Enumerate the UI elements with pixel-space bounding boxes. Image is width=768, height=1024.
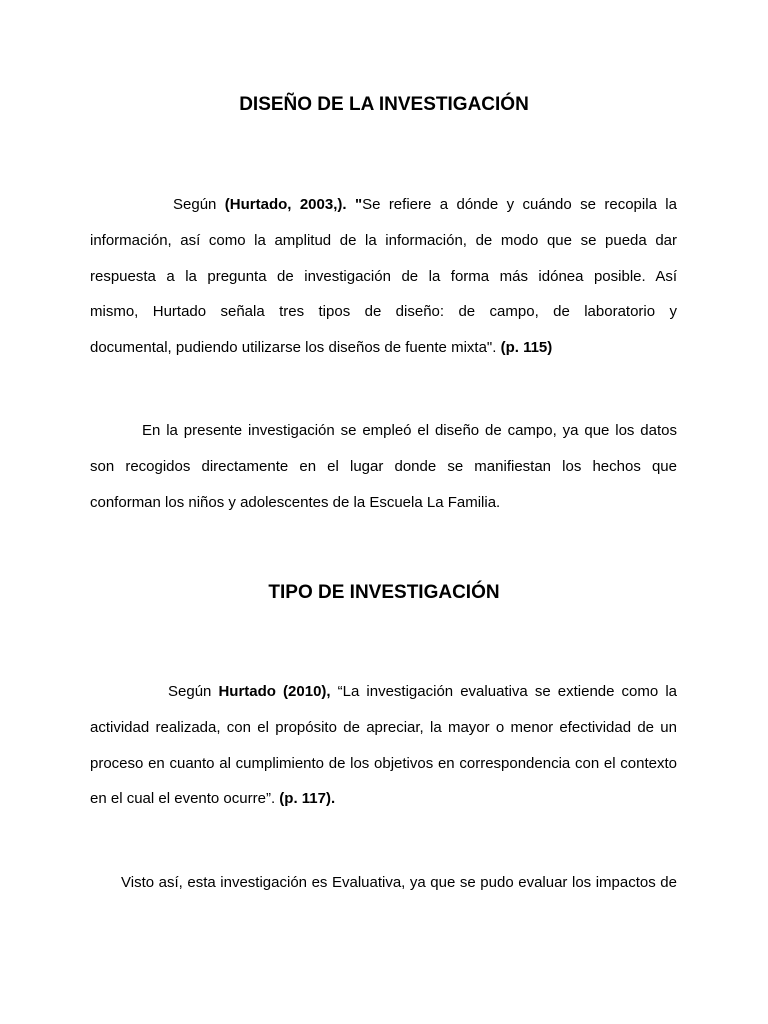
page-reference: (p. 117). [279, 790, 336, 808]
paragraph-hurtado-2010 [90, 674, 677, 817]
page-reference: (p. 115) [500, 339, 553, 357]
text-line: respuesta a la pregunta de investigación de la forma más idónea posible. Así [90, 267, 677, 285]
text-line: Según Hurtado (2010), “La investigación evaluativa se extiende como la [168, 683, 677, 700]
paragraph-evaluativa [90, 865, 677, 901]
section-title-tipo: TIPO DE INVESTIGACIÓN [268, 582, 500, 603]
text-line: actividad realizada, con el propósito de apreciar, la mayor o menor efectividad de un [90, 718, 677, 736]
citation-hurtado-2010: Hurtado (2010), [218, 683, 331, 700]
paragraph-hurtado-2003 [90, 187, 677, 366]
citation-hurtado-2003: (Hurtado, 2003,). " [224, 196, 363, 213]
text-line: En la presente investigación se empleó el diseño de campo, ya que los datos [142, 422, 677, 439]
text-line: proceso en cuanto al cumplimiento de los objetivos en correspondencia con el contexto [90, 754, 677, 772]
text-line: mismo, Hurtado señala tres tipos de diseño: de campo, de laboratorio y [90, 303, 677, 321]
text-line: conforman los niños y adolescentes de la Escuela La Familia. [90, 493, 501, 511]
text-line: documental, pudiendo utilizarse los diseños de fuente mixta". (p. 115) [90, 339, 553, 357]
text-line: Visto así, esta investigación es Evaluativa, ya que se pudo evaluar los impactos de [121, 874, 677, 891]
section-title-diseno: DISEÑO DE LA INVESTIGACIÓN [239, 94, 529, 115]
text-line: son recogidos directamente en el lugar donde se manifiestan los hechos que [90, 457, 677, 475]
text-line: Según (Hurtado, 2003,). "Se refiere a dónde y cuándo se recopila la [173, 196, 677, 213]
text-line: en el cual el evento ocurre”. (p. 117). [90, 790, 336, 808]
paragraph-diseno-campo [90, 413, 677, 520]
text-line: información, así como la amplitud de la información, de modo que se pueda dar [90, 231, 677, 249]
